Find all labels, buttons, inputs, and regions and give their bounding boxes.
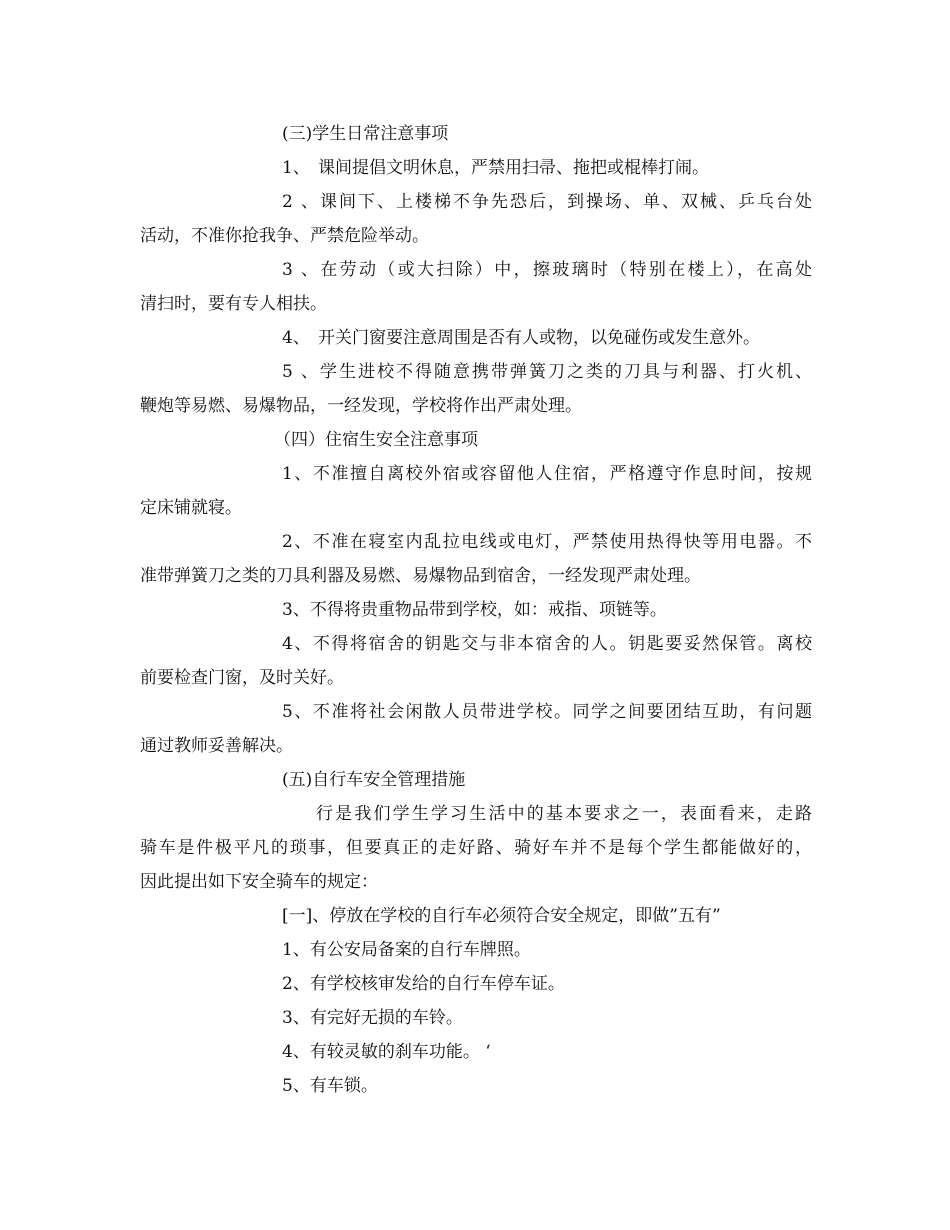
section3-item-3 bbox=[140, 253, 812, 287]
section4-heading: （四）住宿生安全注意事项 bbox=[274, 430, 478, 450]
item-text: 在劳动（或大扫除）中，擦玻璃时（特别在楼上），在高处 bbox=[318, 260, 812, 280]
section3-item-2 bbox=[140, 185, 812, 219]
section4-item-4: 4、不得将宿舍的钥匙交与非本宿舍的人。钥匙要妥然保管。离校 bbox=[282, 634, 812, 654]
item-number: 1、 bbox=[282, 158, 310, 178]
section4-item-4-cont: 前要检查门窗，及时关好。 bbox=[140, 668, 344, 688]
section5-item-2: 2、有学校核审发给的自行车停车证。 bbox=[282, 974, 565, 994]
section5-intro-line-2: 骑车是件极平凡的琐事，但要真正的走好路、骑好车并不是每个学生都能做好的， bbox=[140, 838, 812, 858]
item-text: 课间下、上楼梯不争先恐后，到操场、单、双械、乒乓台处 bbox=[318, 192, 812, 212]
section4-item-5: 5、不准将社会闲散人员带进学校。同学之间要团结互助，有问题 bbox=[282, 702, 812, 722]
document-body bbox=[140, 117, 812, 1103]
section3-item-5 bbox=[140, 355, 812, 389]
section3-item-3-cont: 清扫时，要有专人相扶。 bbox=[140, 294, 327, 314]
section5-item-1: 1、有公安局备案的自行车牌照。 bbox=[282, 940, 531, 960]
item-number: 5、 bbox=[282, 362, 318, 382]
section5-item-3: 3、有完好无损的车铃。 bbox=[282, 1008, 463, 1028]
section3-heading: (三)学生日常注意事项 bbox=[282, 124, 449, 144]
section3-item-4 bbox=[140, 321, 812, 355]
section5-subheading: [一]、停放在学校的自行车必须符合安全规定，即做”五有” bbox=[282, 906, 721, 926]
section5-intro-line-3: 因此提出如下安全骑车的规定： bbox=[140, 872, 378, 892]
item-text: 开关门窗要注意周围是否有人或物，以免碰伤或发生意外。 bbox=[318, 328, 760, 348]
section4-item-1-cont: 定床铺就寝。 bbox=[140, 498, 242, 518]
section5-intro-line-1: 行是我们学生学习生活中的基本要求之一，表面看来，走路 bbox=[316, 804, 812, 824]
section5-item-5: 5、有车锁。 bbox=[282, 1076, 378, 1096]
section3-item-1 bbox=[140, 151, 812, 185]
section5-heading: (五)自行车安全管理措施 bbox=[282, 770, 466, 790]
section4-item-2-cont: 准带弹簧刀之类的刀具利器及易燃、易爆物品到宿舍，一经发现严肃处理。 bbox=[140, 566, 701, 586]
section3-item-5-cont: 鞭炮等易燃、易爆物品，一经发现，学校将作出严肃处理。 bbox=[140, 396, 582, 416]
section4-item-1: 1、不准擅自离校外宿或容留他人住宿，严格遵守作息时间，按规 bbox=[282, 464, 812, 484]
item-text: 学生进校不得随意携带弹簧刀之类的刀具与利器、打火机、 bbox=[318, 362, 812, 382]
section3-item-2-cont: 活动，不准你抢我争、严禁危险举动。 bbox=[140, 226, 429, 246]
item-number: 2、 bbox=[282, 192, 318, 212]
item-number: 3、 bbox=[282, 260, 318, 280]
section4-item-2: 2、不准在寝室内乱拉电线或电灯，严禁使用热得快等用电器。不 bbox=[282, 532, 812, 552]
section4-item-5-cont: 通过教师妥善解决。 bbox=[140, 736, 293, 756]
item-text: 课间提倡文明休息，严禁用扫帚、拖把或棍棒打闹。 bbox=[318, 158, 709, 178]
item-number: 4、 bbox=[282, 328, 310, 348]
section4-item-3: 3、不得将贵重物品带到学校，如：戒指、项链等。 bbox=[282, 600, 667, 620]
section5-item-4: 4、有较灵敏的刹车功能。 ‘ bbox=[282, 1042, 491, 1062]
